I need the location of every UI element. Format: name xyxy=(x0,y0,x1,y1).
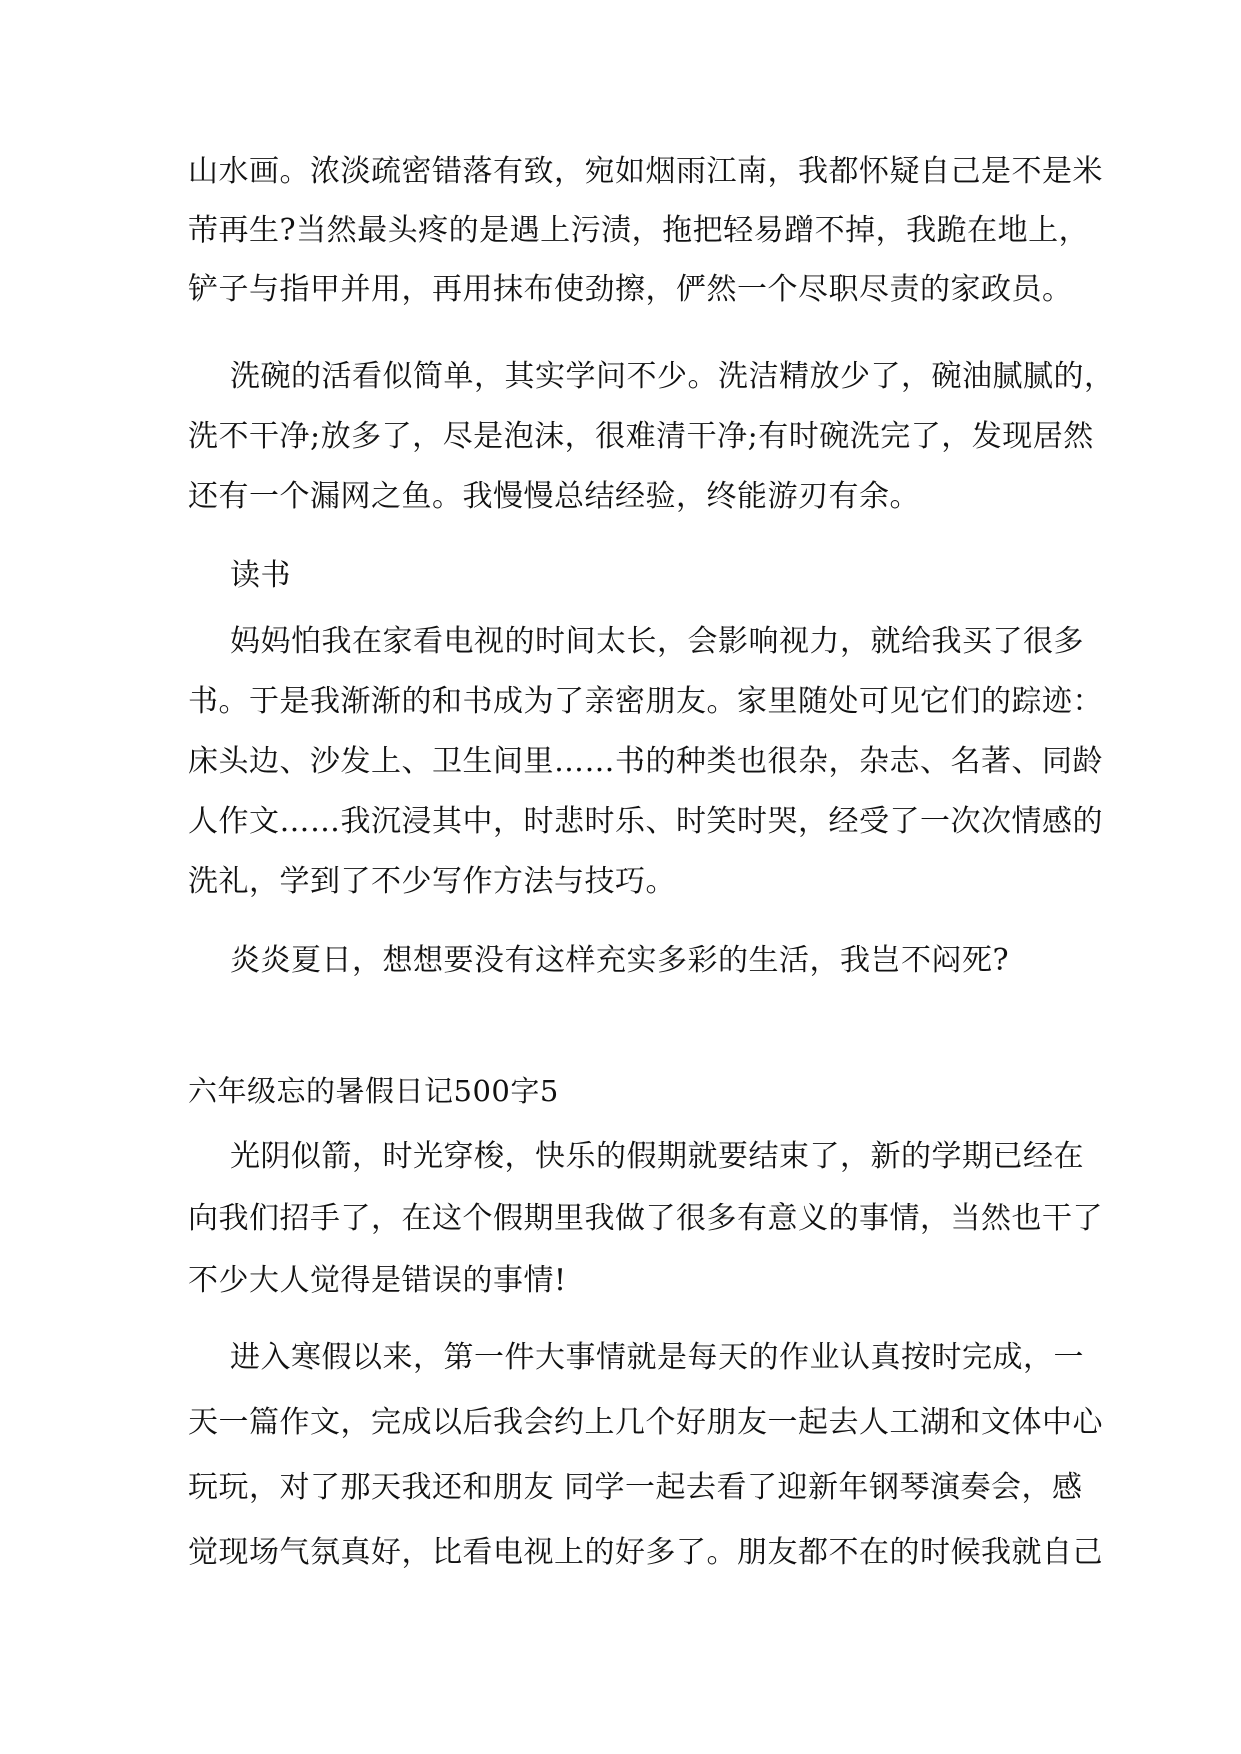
text-line: 玩玩，对了那天我还和朋友 同学一起去看了迎新年钢琴演奏会，感 xyxy=(188,1470,1083,1505)
text-line: 洗不干净;放多了，尽是泡沫，很难清干净;有时碗洗完了，发现居然 xyxy=(188,419,1094,454)
text-line: 人作文……我沉浸其中，时悲时乐、时笑时哭，经受了一次次情感的 xyxy=(188,804,1103,839)
text-line: 芾再生?当然最头疼的是遇上污渍，拖把轻易蹭不掉，我跪在地上， xyxy=(188,213,1090,248)
text-line: 铲子与指甲并用，再用抹布使劲擦，俨然一个尽职尽责的家政员。 xyxy=(188,272,1073,307)
paragraph-first-line: 洗碗的活看似简单，其实学问不少。洗洁精放少了，碗油腻腻的， xyxy=(230,359,1115,394)
text-line: 山水画。浓淡疏密错落有致，宛如烟雨江南，我都怀疑自己是不是米 xyxy=(188,154,1103,189)
text-line: 觉现场气氛真好，比看电视上的好多了。朋友都不在的时候我就自己 xyxy=(188,1535,1103,1570)
text-line: 向我们招手了，在这个假期里我做了很多有意义的事情，当然也干了 xyxy=(188,1201,1103,1236)
paragraph-first-line: 进入寒假以来，第一件大事情就是每天的作业认真按时完成，一 xyxy=(230,1340,1084,1375)
text-line: 天一篇作文，完成以后我会约上几个好朋友一起去人工湖和文体中心 xyxy=(188,1405,1103,1440)
article-title: 六年级忘的暑假日记500字5 xyxy=(188,1074,559,1108)
paragraph-first-line: 光阴似箭，时光穿梭，快乐的假期就要结束了，新的学期已经在 xyxy=(230,1139,1084,1174)
text-line: 床头边、沙发上、卫生间里……书的种类也很杂，杂志、名著、同龄 xyxy=(188,744,1103,779)
text-line: 还有一个漏网之鱼。我慢慢总结经验，终能游刃有余。 xyxy=(188,479,920,514)
paragraph-first-line: 炎炎夏日，想想要没有这样充实多彩的生活，我岂不闷死? xyxy=(230,943,1010,978)
section-heading: 读书 xyxy=(230,558,291,593)
text-line: 不少大人觉得是错误的事情! xyxy=(188,1263,567,1298)
text-line: 书。于是我渐渐的和书成为了亲密朋友。家里随处可见它们的踪迹： xyxy=(188,684,1103,719)
text-line: 洗礼，学到了不少写作方法与技巧。 xyxy=(188,864,676,899)
paragraph-first-line: 妈妈怕我在家看电视的时间太长，会影响视力，就给我买了很多 xyxy=(230,624,1084,659)
